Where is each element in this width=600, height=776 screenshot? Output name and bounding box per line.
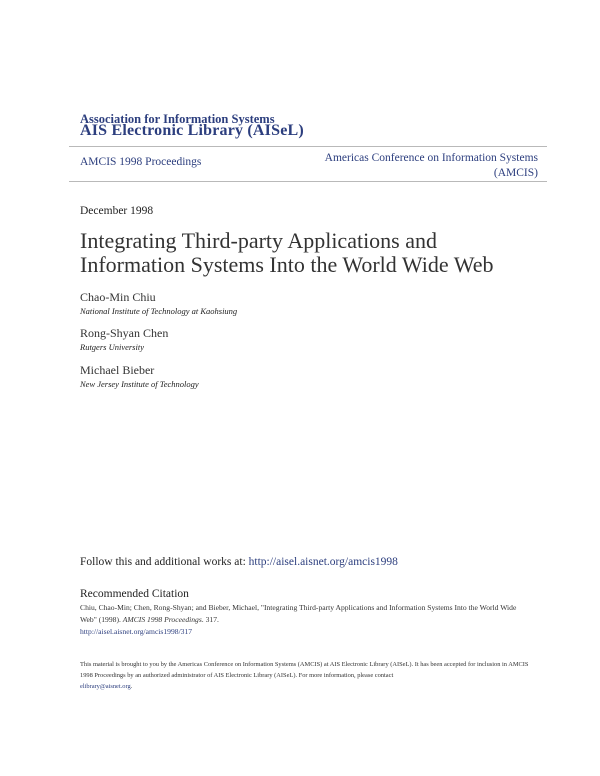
contact-email-link[interactable]: elibrary@aisnet.org <box>80 683 131 690</box>
paper-title-line1: Integrating Third-party Applications and <box>80 228 438 253</box>
proceedings-link[interactable]: AMCIS 1998 Proceedings <box>80 156 202 168</box>
conference-abbrev[interactable]: (AMCIS) <box>493 167 538 179</box>
citation-proceedings: AMCIS 1998 Proceedings <box>122 615 202 624</box>
paper-title-line2: Information Systems Into the World Wide Web <box>80 252 494 277</box>
conference-link[interactable] <box>278 151 538 181</box>
follow-link[interactable]: http://aisel.aisnet.org/amcis1998 <box>248 556 398 568</box>
library-name[interactable]: AIS Electronic Library (AISeL) <box>80 122 304 139</box>
top-divider <box>69 146 547 147</box>
publication-date: December 1998 <box>80 205 154 217</box>
association-name: Association for Information Systems <box>80 112 275 126</box>
bottom-divider <box>69 181 547 182</box>
conference-name[interactable]: Americas Conference on Information Systems <box>324 152 538 164</box>
notice-text: This material is brought to you by the Americas Conference on Information Systems (AMCIS) at AIS Electronic Library (AISeL). It has been accepted for inclusion in AMCIS 1998 Proceedings by an authorized administrator of AIS Electronic Library (AISeL). For more information, please contact <box>80 661 529 679</box>
access-notice <box>80 659 530 692</box>
citation-text <box>80 602 530 638</box>
citation-link[interactable]: http://aisel.aisnet.org/amcis1998/317 <box>80 627 193 636</box>
author-affiliation: Rutgers University <box>80 342 144 352</box>
notice-end: . <box>130 683 133 690</box>
follow-text: Follow this and additional works at: <box>80 556 249 568</box>
author-affiliation: National Institute of Technology at Kaohsiung <box>80 306 238 316</box>
follow-line <box>80 556 398 568</box>
citation-number: . 317. <box>201 615 219 624</box>
author-affiliation: New Jersey Institute of Technology <box>80 379 199 389</box>
author-name: Michael Bieber <box>80 363 155 377</box>
author-name: Chao-Min Chiu <box>80 290 156 304</box>
paper-title <box>80 229 520 277</box>
author-name: Rong-Shyan Chen <box>80 326 169 340</box>
citation-heading: Recommended Citation <box>80 588 189 600</box>
citation-authors-title: Chiu, Chao-Min; Chen, Rong-Shyan; and Bieber, Michael, "Integrating Third-party Applications and Information Systems Into the World Wide Web" (1998). <box>80 603 517 624</box>
